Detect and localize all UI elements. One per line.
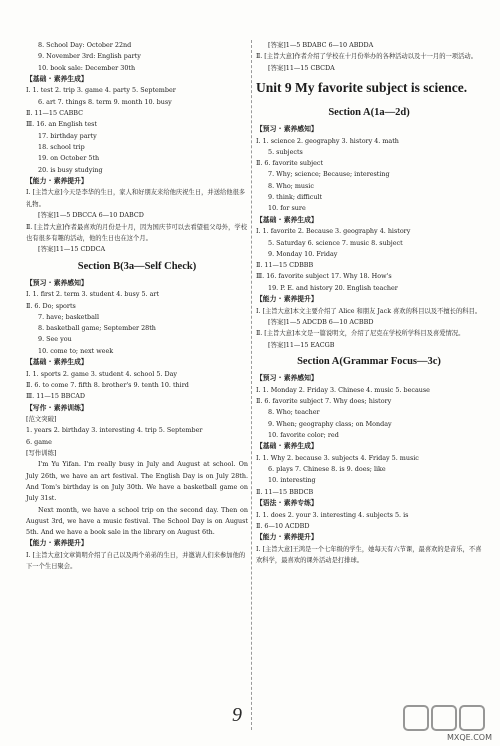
answer-line: 10. book sale: December 30th — [38, 63, 136, 72]
answer-line: Ⅰ. 1. science 2. geography 3. history 4. math — [256, 136, 399, 145]
answer-line: 10. favorite color; red — [268, 430, 339, 439]
answer-line: 10. come to; next week — [38, 346, 114, 355]
right-block-3 — [256, 373, 482, 566]
left-block-1 — [26, 40, 248, 256]
answer-line: [写作训练] — [26, 449, 57, 458]
right-block-1 — [256, 40, 482, 74]
answer-line: Ⅲ. 16. favorite subject 17. Why 18. How's — [256, 272, 392, 281]
section-heading: 【写作 · 素养训练】 — [26, 403, 88, 412]
answer-line: 5. subjects — [268, 147, 303, 156]
answer-line: Ⅰ. [主旨大意]本文主要介绍了 Alice 和朋友 Jack 喜欢的科目以及不擅长的科目。 — [256, 307, 482, 315]
answer-line: Ⅱ. 6. to come 7. fifth 8. brother's 9. tenth 10. third — [26, 380, 189, 389]
column-divider — [251, 40, 252, 730]
left-block-2 — [26, 278, 248, 460]
section-b-title: Section B(3a—Self Check) — [77, 260, 197, 272]
section-a2-title: Section A(Grammar Focus—3c) — [297, 356, 441, 368]
essay-paragraph: Next month, we have a school trip on the second day. Then on August 3rd, we have a music festival. The School Day is on August 5th. And we have a book sale in the library on August 6th. — [26, 505, 248, 537]
section-heading: 【能力 · 素养提升】 — [256, 295, 318, 304]
answer-line: Ⅰ. 1. favorite 2. Because 3. geography 4. history — [256, 227, 411, 236]
answer-line: [答案]11—15 CBCDA — [268, 63, 335, 72]
essay-paragraph: I'm Yu Yifan. I'm really busy in July and August at school. On July 26th, we have an art festival. The English Day is on July 28th. And Tom's birthday is on July 30th. We have a basketball game on July 31st. — [26, 460, 248, 503]
answer-line: Ⅰ. [主旨大意]王鸿是一个七年级的学生，她每天有六节课，最喜欢的是音乐，不喜欢科学，最喜欢的课外活动是打排球。 — [256, 545, 482, 565]
answer-line: Ⅲ. 11—15 BBCAD — [26, 392, 86, 401]
answer-line: 18. school trip — [38, 142, 85, 151]
answer-line: [范文突破] — [26, 415, 57, 424]
section-heading: 【能力 · 素养提升】 — [26, 539, 88, 548]
answer-line: Ⅰ. 1. does 2. your 3. interesting 4. subjects 5. is — [256, 510, 409, 519]
right-column — [256, 40, 482, 567]
answer-line: 17. birthday party — [38, 131, 97, 140]
answer-line: 9. Monday 10. Friday — [268, 249, 338, 258]
right-block-2 — [256, 124, 482, 351]
answer-line: [答案]1—5 BDABC 6—10 ABDDA — [268, 41, 374, 49]
answer-line: 7. have; basketball — [38, 312, 100, 321]
answer-line: 8. Who; teacher — [268, 408, 320, 417]
page-number: 9 — [232, 704, 242, 726]
answer-line: Ⅰ. 1. first 2. term 3. student 4. busy 5. art — [26, 290, 160, 299]
answer-line: 9. November 3rd: English party — [38, 52, 141, 61]
answer-line: Ⅱ. 6. favorite subject 7. Why does; history — [256, 396, 392, 405]
answer-line: 9. See you — [38, 335, 72, 344]
answer-line: Ⅱ. 6. Do; sports — [26, 301, 76, 310]
section-heading: 【能力 · 素养提升】 — [256, 533, 318, 542]
answer-line: 7. Why; science; Because; interesting — [268, 170, 390, 179]
answer-line: 8. School Day: October 22nd — [38, 41, 132, 49]
section-heading: 【基础 · 素养生成】 — [26, 74, 88, 83]
answer-line: Ⅱ. 11—15 CDBBB — [256, 261, 314, 270]
answer-line: 1. years 2. birthday 3. interesting 4. trip 5. September — [26, 426, 203, 435]
answer-line: 6. plays 7. Chinese 8. is 9. does; like — [268, 465, 386, 474]
answer-line: Ⅲ. 16. an English test — [26, 120, 97, 129]
answer-line: 9. When; geography class; on Monday — [268, 419, 392, 428]
section-heading: 【能力 · 素养提升】 — [26, 176, 88, 185]
answer-line: Ⅰ. 1. sports 2. game 3. student 4. school 5. Day — [26, 369, 177, 378]
answer-line: 19. P. E. and history 20. English teacher — [268, 283, 398, 292]
answer-line: 8. Who; music — [268, 181, 314, 190]
answer-line: Ⅱ. [主旨大意]本文是一篇说明文，介绍了尼克在学校所学科目及喜爱情况。 — [256, 330, 465, 338]
unit-title: Unit 9 My favorite subject is science. — [256, 80, 468, 95]
answer-line: Ⅰ. 1. test 2. trip 3. game 4. party 5. September — [26, 86, 176, 95]
answer-line: [答案]1—5 ADCDB 6—10 ACBBD — [268, 318, 374, 327]
answer-line: [答案]1—5 DBCCA 6—10 DABCD — [38, 211, 144, 220]
answer-line: 9. think; difficult — [268, 193, 323, 202]
answer-line: 20. is busy studying — [38, 165, 103, 174]
answer-line: 10. interesting — [268, 476, 316, 485]
answer-line: 8. basketball game; September 28th — [38, 324, 156, 333]
section-heading: 【基础 · 素养生成】 — [26, 358, 88, 367]
answer-line: Ⅱ. [主旨大意]作者最喜欢的月份是十月，因为国庆节可以去看望祖父母外，学校也有很多有趣的活动，他的生日也在这个月。 — [26, 223, 247, 242]
answer-line: 19. on October 5th — [38, 154, 100, 163]
answer-line: Ⅱ. 11—15 BBDCB — [256, 487, 314, 496]
answer-line: [答案]11—15 CDDCA — [38, 245, 106, 254]
answer-line: 6. art 7. things 8. term 9. month 10. busy — [38, 97, 172, 106]
answer-line: Ⅱ. [主旨大意]作者介绍了学校在十月份举办的各种活动以及十一月的一项活动。 — [256, 53, 477, 61]
section-heading: 【预习 · 素养感知】 — [26, 278, 88, 287]
essay — [26, 459, 248, 538]
left-column — [26, 40, 248, 573]
watermark-text: MXQE.COM — [446, 733, 492, 742]
answer-line: Ⅰ. 1. Why 2. because 3. subjects 4. Friday 5. music — [256, 453, 419, 462]
answer-line: Ⅰ. [主旨大意]文章简明介绍了自己以及两个弟弟的生日，并邀请人们来参加他的下一个生日聚会。 — [26, 551, 246, 571]
section-heading: 【基础 · 素养生成】 — [256, 442, 318, 451]
section-a1-title: Section A(1a—2d) — [328, 107, 410, 118]
answer-line: 5. Saturday 6. science 7. music 8. subject — [268, 238, 403, 247]
left-block-3 — [26, 538, 248, 572]
section-heading: 【预习 · 素养感知】 — [256, 125, 318, 133]
answer-line: Ⅰ. 1. Monday 2. Friday 3. Chinese 4. music 5. because — [256, 385, 430, 394]
section-heading: 【基础 · 素养生成】 — [256, 215, 318, 224]
answer-line: 10. for sure — [268, 204, 306, 213]
answer-line: [答案]11—15 EACGB — [268, 340, 335, 349]
answer-line: Ⅰ. [主旨大意]今天是李华的生日，家人和好朋友来给他庆祝生日，并送给他很多礼物。 — [26, 189, 246, 208]
answer-line: Ⅱ. 6. favorite subject — [256, 159, 324, 168]
section-heading: 【语法 · 素养专练】 — [256, 498, 318, 507]
answer-line: Ⅱ. 11—15 CABBC — [26, 109, 83, 118]
answer-line: 6. game — [26, 437, 52, 446]
answer-line: Ⅱ. 6—10 ACDBD — [256, 521, 310, 530]
section-heading: 【预习 · 素养感知】 — [256, 374, 318, 383]
